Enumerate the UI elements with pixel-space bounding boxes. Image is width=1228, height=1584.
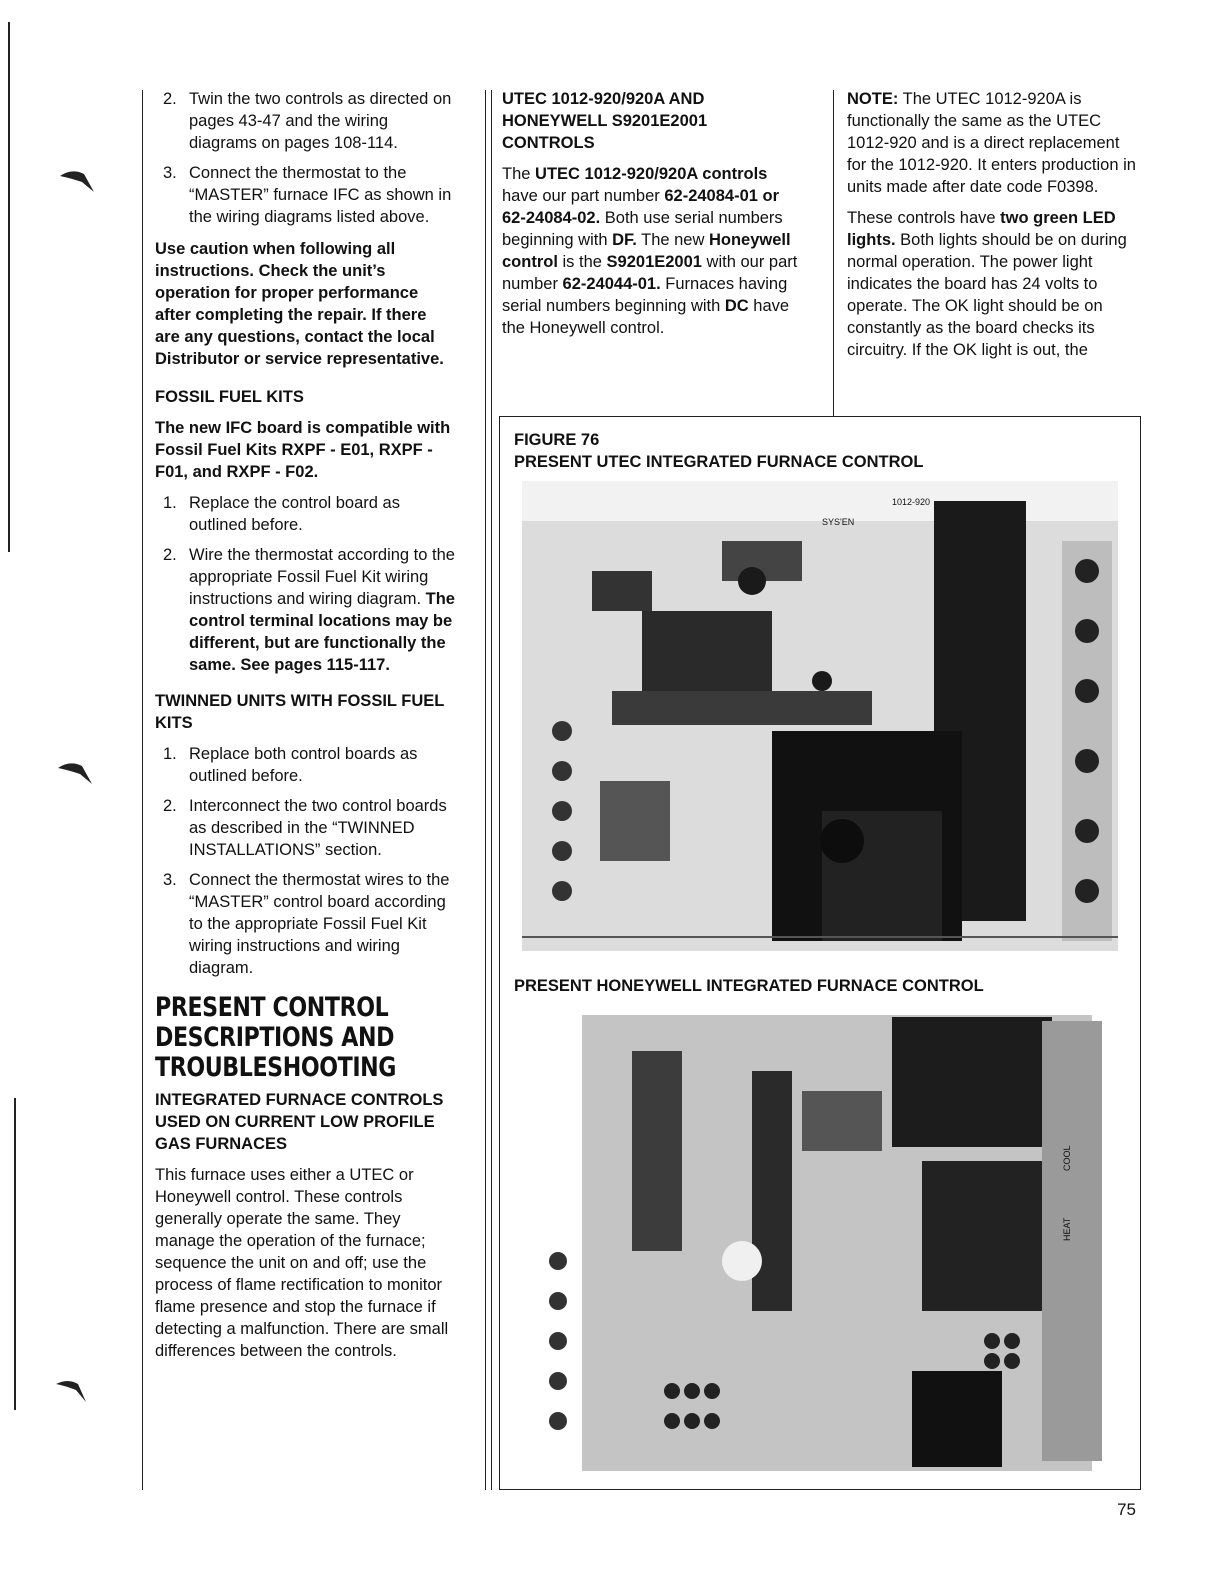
controls-heading: UTEC 1012-920/920A AND HONEYWELL S9201E2001 CONTROLS — [502, 90, 708, 152]
list-item: 2. Wire the thermostat according to the appropriate Fossil Fuel Kit wiring instructions and wiring diagram. The control terminal locations may be different, but are functionally the same. See pages 115-117. — [163, 546, 455, 674]
honeywell-board-illustration — [522, 1011, 1118, 1473]
left-column — [155, 88, 455, 1371]
board-label-text: SYS'EN — [822, 517, 855, 527]
fossil-fuel-intro: The new IFC board is compatible with Fossil Fuel Kits RXPF - E01, RXPF - F01, and RXPF - F02. — [155, 419, 451, 481]
right-column-rule — [833, 90, 834, 416]
page-number: 75 — [1117, 1500, 1136, 1519]
binder-hole-mark — [54, 1376, 94, 1406]
twinned-heading: TWINNED UNITS WITH FOSSIL FUEL KITS — [155, 692, 445, 732]
left-margin-line-lower — [14, 1098, 16, 1410]
utec-board-illustration — [522, 481, 1118, 951]
controls-paragraph: The UTEC 1012-920/920A controls have our part number 62-24084-01 or 62-24084-02. Both use serial numbers beginning with DF. The new Honeywell control is the S9201E2001 with our part number 62-24044-01. Furnaces having serial numbers beginning with DC have the Honeywell control. — [502, 165, 798, 337]
figure-title-utec: PRESENT UTEC INTEGRATED FURNACE CONTROL — [514, 453, 924, 471]
middle-column-rule — [485, 90, 486, 1490]
board-label-text: 1012-920 — [892, 497, 931, 507]
steps-list-twinned — [155, 743, 455, 979]
right-column — [847, 88, 1143, 370]
caution-paragraph: Use caution when following all instructions. Check the unit’s operation for proper performance after completing the repair. If there are any questions, contact the local Distributor or service representative. — [155, 240, 444, 368]
figure-label: FIGURE 76 — [514, 431, 600, 449]
list-item: 2. Twin the two controls as directed on pages 43-47 and the wiring diagrams on pages 108-114. — [163, 90, 452, 152]
steps-list-twin — [155, 88, 455, 228]
board-label-text: COOL — [1062, 1145, 1072, 1171]
figure-title-honeywell: PRESENT HONEYWELL INTEGRATED FURNACE CONTROL — [514, 977, 984, 995]
binder-hole-mark — [58, 168, 98, 198]
middle-column — [502, 88, 802, 348]
figure-box — [499, 416, 1141, 1490]
list-item: 1. Replace both control boards as outlined before. — [163, 745, 418, 785]
utec-board-photo — [522, 481, 1118, 951]
left-column-rule — [142, 90, 143, 1490]
note-paragraph: NOTE: The UTEC 1012-920A is functionally the same as the UTEC 1012-920 and is a direct replacement for the 1012-920. It enters production in units made after date code F0398. — [847, 90, 1136, 196]
middle-column-rule-2 — [491, 90, 492, 1490]
section-title: PRESENT CONTROL DESCRIPTIONS AND TROUBLESHOOTING — [155, 992, 397, 1083]
sub-heading: INTEGRATED FURNACE CONTROLS USED ON CURRENT LOW PROFILE GAS FURNACES — [155, 1091, 444, 1153]
led-paragraph: These controls have two green LED lights. Both lights should be on during normal operation. The power light indicates the board has 24 volts to operate. The OK light should be on constantly as the board checks its circuitry. If the OK light is out, the — [847, 209, 1127, 359]
left-margin-line — [8, 22, 10, 552]
list-item: 3. Connect the thermostat to the “MASTER” furnace IFC as shown in the wiring diagrams listed above. — [163, 164, 452, 226]
list-item: 2. Interconnect the two control boards as described in the “TWINNED INSTALLATIONS” section. — [163, 797, 447, 859]
fossil-fuel-heading: FOSSIL FUEL KITS — [155, 388, 304, 406]
steps-list-fossil — [155, 492, 455, 676]
board-label-text: HEAT — [1062, 1217, 1072, 1241]
binder-hole-mark — [56, 760, 96, 790]
list-item: 1. Replace the control board as outlined before. — [163, 494, 400, 534]
honeywell-board-photo — [522, 1011, 1118, 1473]
list-item: 3. Connect the thermostat wires to the “MASTER” control board according to the appropriate Fossil Fuel Kit wiring instructions and wiring diagram. — [163, 871, 450, 977]
body-paragraph: This furnace uses either a UTEC or Honeywell control. These controls generally operate the same. They manage the operation of the furnace; sequence the unit on and off; use the process of flame rectification to monitor flame presence and stop the furnace if detecting a malfunction. There are small differences between the controls. — [155, 1166, 449, 1360]
